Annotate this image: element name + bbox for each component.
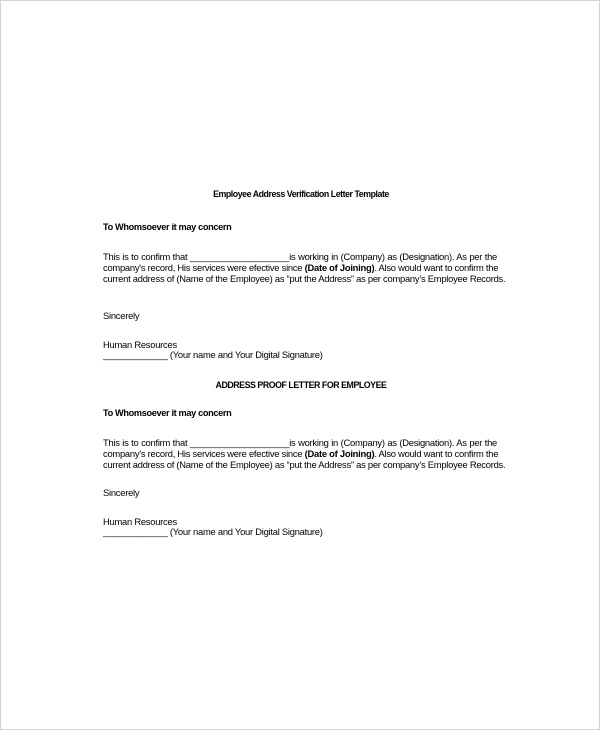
text: . Also would want to confirm the: [374, 262, 499, 273]
signature-hint: (Your name and Your Digital Signature): [167, 349, 323, 360]
body-line-2: [103, 262, 497, 273]
salutation: To Whomsoever it may concern: [103, 408, 232, 418]
body-paragraph: [103, 251, 506, 284]
body-paragraph: [103, 437, 506, 470]
text: This is to confirm that: [103, 251, 190, 262]
signatory: Human Resources: [103, 339, 177, 350]
body-line-1: [103, 251, 497, 262]
signature-hint: (Your name and Your Digital Signature): [167, 526, 323, 537]
signature-blank: _____________: [103, 349, 168, 360]
signature-blank: _____________: [103, 526, 168, 537]
body-line-2: [103, 448, 497, 459]
date-of-joining: (Date of Joining): [304, 448, 375, 459]
section-heading: ADDRESS PROOF LETTER FOR EMPLOYEE: [215, 380, 387, 390]
signature-line: [103, 526, 323, 537]
body-line-1: [103, 437, 497, 448]
signatory: Human Resources: [103, 516, 177, 527]
name-blank: ____________________: [189, 251, 290, 262]
text: is working in (Company) as (Designation). As per the: [289, 251, 497, 262]
body-line-3: current address of (Name of the Employee) as “put the Address” as per company’s Employee Records.: [103, 273, 506, 284]
body-line-3: current address of (Name of the Employee) as “put the Address” as per company’s Employee Records.: [103, 459, 506, 470]
text: company's record, His services were efective since: [103, 262, 305, 273]
document-title: Employee Address Verification Letter Template: [213, 189, 389, 199]
salutation: To Whomsoever it may concern: [103, 222, 232, 232]
text: . Also would want to confirm the: [374, 448, 499, 459]
closing: Sincerely: [103, 487, 140, 498]
date-of-joining: (Date of Joining): [304, 262, 375, 273]
name-blank: ____________________: [189, 437, 290, 448]
text: is working in (Company) as (Designation). As per the: [289, 437, 497, 448]
text: company's record, His services were efective since: [103, 448, 305, 459]
closing: Sincerely: [103, 310, 140, 321]
text: This is to confirm that: [103, 437, 190, 448]
signature-line: [103, 349, 323, 360]
